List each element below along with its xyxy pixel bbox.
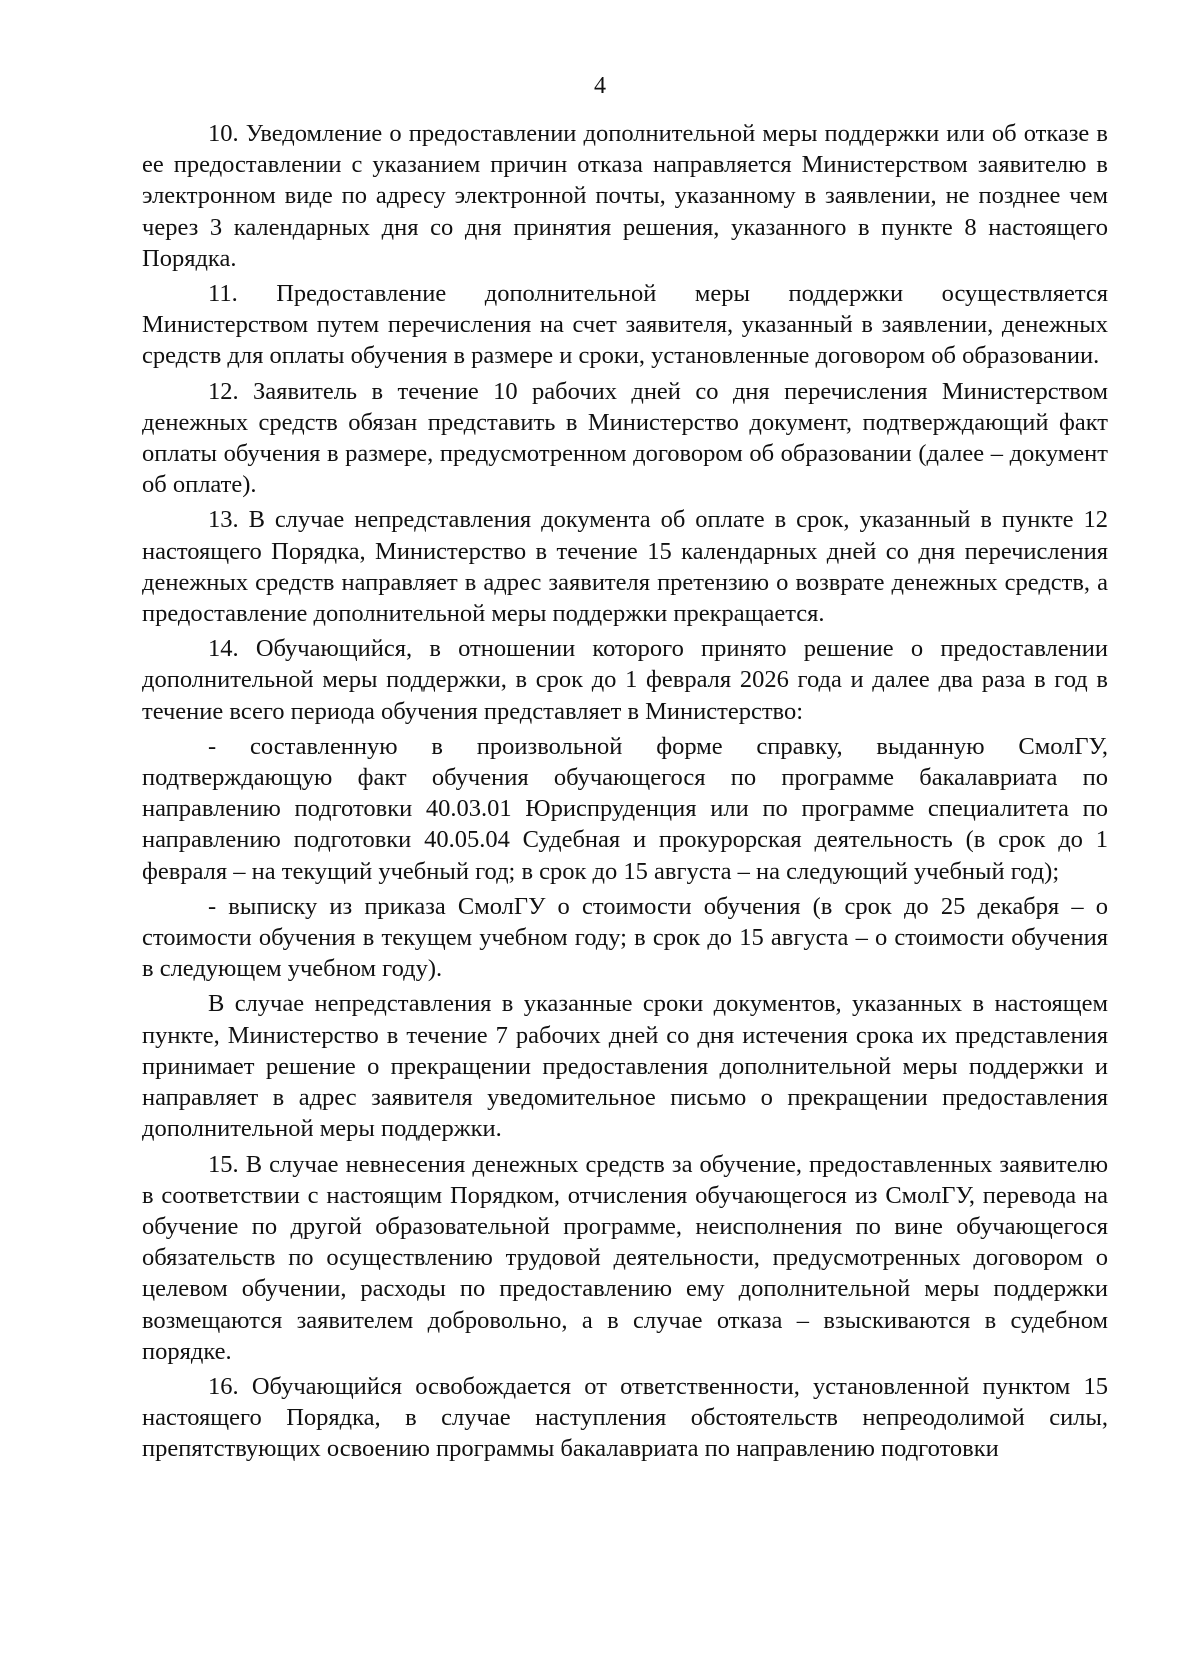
paragraph-16: 16. Обучающийся освобождается от ответственности, установленной пунктом 15 настоящего Порядка, в случае наступления обстоятельств непреодолимой силы, препятствующих освоению программы бакалавриата по направлению подготовки	[142, 1372, 1108, 1463]
paragraph-15: 15. В случае невнесения денежных средств за обучение, предоставленных заявителю в соответствии с настоящим Порядком, отчисления обучающегося из СмолГУ, перевода на обучение по другой образовательной программе, неисполнения по вине обучающегося обязательств по осуществлению трудовой деятельности, предусмотренных договором о целевом обучении, расходы по предоставлению ему дополнительной меры поддержки возмещаются заявителем добровольно, а в случае отказа – взыскиваются в судебном порядке.	[142, 1150, 1108, 1365]
paragraph-10: 10. Уведомление о предоставлении дополнительной меры поддержки или об отказе в ее предоставлении с указанием причин отказа направляется Министерством заявителю в электронном виде по адресу электронной почты, указанному в заявлении, не позднее чем через 3 календарных дня со дня принятия решения, указанного в пункте 8 настоящего Порядка.	[142, 120, 1108, 272]
document-body	[142, 118, 1108, 1469]
paragraph-14: 14. Обучающийся, в отношении которого принято решение о предоставлении дополнительной меры поддержки, в срок до 1 февраля 2026 года и далее два раза в год в течение всего периода обучения представляет в Министерство:	[142, 635, 1108, 725]
paragraph-14-item-order-extract: - выписку из приказа СмолГУ о стоимости обучения (в срок до 25 декабря – о стоимости обучения в текущем учебном году; в срок до 15 августа – о стоимости обучения в следующем учебном году).	[142, 892, 1108, 983]
paragraph-14-nonsubmission: В случае непредставления в указанные сроки документов, указанных в настоящем пункте, Министерство в течение 7 рабочих дней со дня истечения срока их представления принимает решение о прекращении предоставления дополнительной меры поддержки и направляет в адрес заявителя уведомительное письмо о прекращении предоставления дополнительной меры поддержки.	[142, 990, 1108, 1143]
paragraph-13: 13. В случае непредставления документа об оплате в срок, указанный в пункте 12 настоящего Порядка, Министерство в течение 15 календарных дней со дня перечисления денежных средств направляет в адрес заявителя претензию о возврате денежных средств, а предоставление дополнительной меры поддержки прекращается.	[142, 506, 1108, 628]
paragraph-12: 12. Заявитель в течение 10 рабочих дней со дня перечисления Министерством денежных средств обязан представить в Министерство документ, подтверждающий факт оплаты обучения в размере, предусмотренном договором об образовании (далее – документ об оплате).	[142, 377, 1108, 499]
paragraph-14-item-certificate: - составленную в произвольной форме справку, выданную СмолГУ, подтверждающую факт обучения обучающегося по программе бакалавриата по направлению подготовки 40.03.01 Юриспруденция или по программе специалитета по направлению подготовки 40.05.04 Судебная и прокурорская деятельность (в срок до 1 февраля – на текущий учебный год; в срок до 15 августа – на следующий учебный год);	[142, 732, 1108, 885]
page-number: 4	[594, 73, 606, 99]
paragraph-11: 11. Предоставление дополнительной меры поддержки осуществляется Министерством путем перечисления на счет заявителя, указанный в заявлении, денежных средств для оплаты обучения в размере и сроки, установленные договором об образовании.	[142, 280, 1108, 370]
